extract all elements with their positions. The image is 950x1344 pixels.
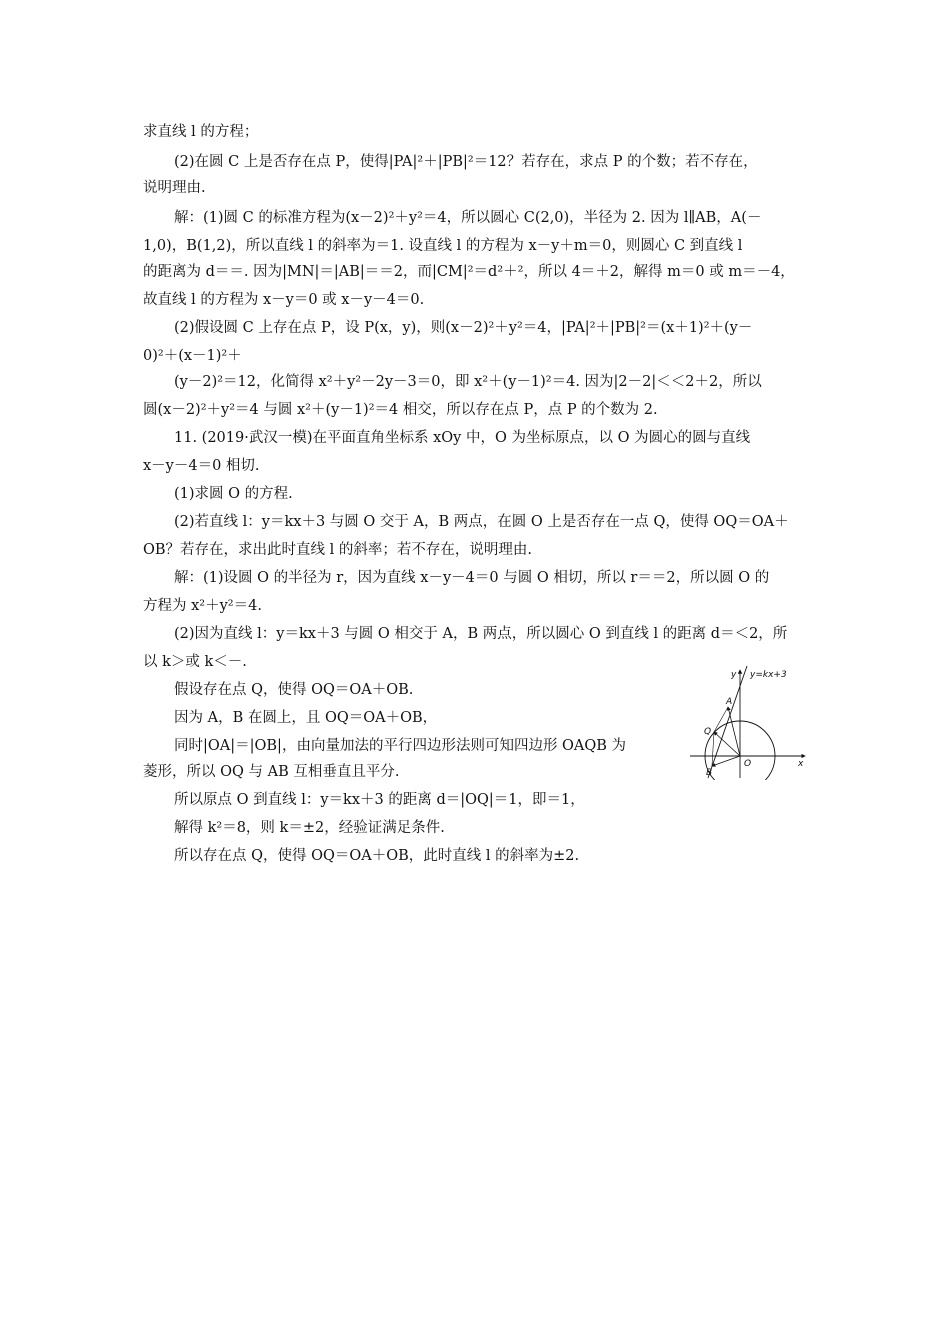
vector-oa	[728, 707, 740, 756]
text-line: 菱形，所以 OQ 与 AB 互相垂直且平分.	[143, 764, 400, 780]
text-line: 的距离为 d＝＝. 因为|MN|＝|AB|＝＝2，而|CM|²＝d²＋²，所以 4＝＋2，解得 m＝0 或 m＝－4，	[143, 264, 795, 280]
line-label: y=kx+3	[750, 670, 787, 680]
text-line: 以 k＞或 k＜－.	[143, 654, 247, 670]
point-q-label: Q	[704, 727, 712, 737]
vector-oq	[714, 732, 740, 756]
text-line: 圆(x－2)²＋y²＝4 与圆 x²＋(y－1)²＝4 相交，所以存在点 P，点 P 的个数为 2.	[143, 402, 658, 418]
point-a-label: A	[726, 697, 733, 707]
point-b-label: B	[706, 768, 713, 778]
text-line: 方程为 x²＋y²＝4.	[143, 598, 262, 614]
text-line: (1)求圆 O 的方程.	[174, 486, 293, 502]
text-line: 故直线 l 的方程为 x－y＝0 或 x－y－4＝0.	[143, 292, 425, 308]
vector-ob	[712, 756, 740, 766]
text-line: 解：(1)设圆 O 的半径为 r，因为直线 x－y－4＝0 与圆 O 相切，所以 r＝＝2，所以圆 O 的	[174, 570, 770, 586]
text-line: 所以存在点 Q，使得 OQ＝OA＋OB，此时直线 l 的斜率为±2.	[174, 848, 580, 864]
text-line: (2)若直线 l：y＝kx＋3 与圆 O 交于 A，B 两点，在圆 O 上是否存在一点 Q，使得 OQ＝OA＋	[174, 514, 789, 530]
text-line: x－y－4＝0 相切.	[143, 458, 260, 474]
text-line: 解得 k²＝8，则 k＝±2，经验证满足条件.	[174, 820, 445, 836]
text-line: (2)在圆 C 上是否存在点 P，使得|PA|²＋|PB|²＝12？若存在，求点 P 的个数；若不存在，	[174, 154, 758, 170]
text-line: 11. (2019·武汉一模)在平面直角坐标系 xOy 中，O 为坐标原点，以 O 为圆心的圆与直线	[174, 430, 751, 446]
origin-label: O	[744, 759, 752, 769]
text-line: 因为 A，B 在圆上，且 OQ＝OA＋OB，	[174, 710, 438, 726]
circle-line-figure	[690, 660, 810, 780]
line-l	[708, 666, 747, 778]
text-line: 0)²＋(x－1)²＋	[143, 348, 242, 364]
text-line: OB？若存在，求出此时直线 l 的斜率；若不存在，说明理由.	[143, 542, 533, 558]
text-line: 假设存在点 Q，使得 OQ＝OA＋OB.	[174, 682, 414, 698]
x-axis-label: x	[798, 759, 804, 769]
text-line: 1,0)，B(1,2)，所以直线 l 的斜率为＝1. 设直线 l 的方程为 x－y＋m＝0，则圆心 C 到直线 l	[143, 238, 743, 254]
text-line: 解：(1)圆 C 的标准方程为(x－2)²＋y²＝4，所以圆心 C(2,0)，半径为 2. 因为 l∥AB，A(－	[174, 210, 762, 226]
text-line: 同时|OA|＝|OB|，由向量加法的平行四边形法则可知四边形 OAQB 为	[174, 738, 627, 754]
text-line: (y－2)²＝12，化简得 x²＋y²－2y－3＝0，即 x²＋(y－1)²＝4. 因为|2－2|＜＜2＋2，所以	[174, 374, 762, 390]
segment-qa	[714, 707, 728, 732]
y-axis-label: y	[731, 670, 737, 680]
text-line: (2)假设圆 C 上存在点 P，设 P(x，y)，则(x－2)²＋y²＝4，|PA|²＋|PB|²＝(x＋1)²＋(y－	[174, 320, 753, 336]
text-line: (2)因为直线 l：y＝kx＋3 与圆 O 相交于 A，B 两点，所以圆心 O 到直线 l 的距离 d＝＜2，所	[174, 626, 788, 642]
text-line: 说明理由.	[143, 180, 206, 196]
text-line: 所以原点 O 到直线 l：y＝kx＋3 的距离 d＝|OQ|＝1，即＝1，	[174, 792, 585, 808]
text-line: 求直线 l 的方程；	[143, 124, 259, 140]
